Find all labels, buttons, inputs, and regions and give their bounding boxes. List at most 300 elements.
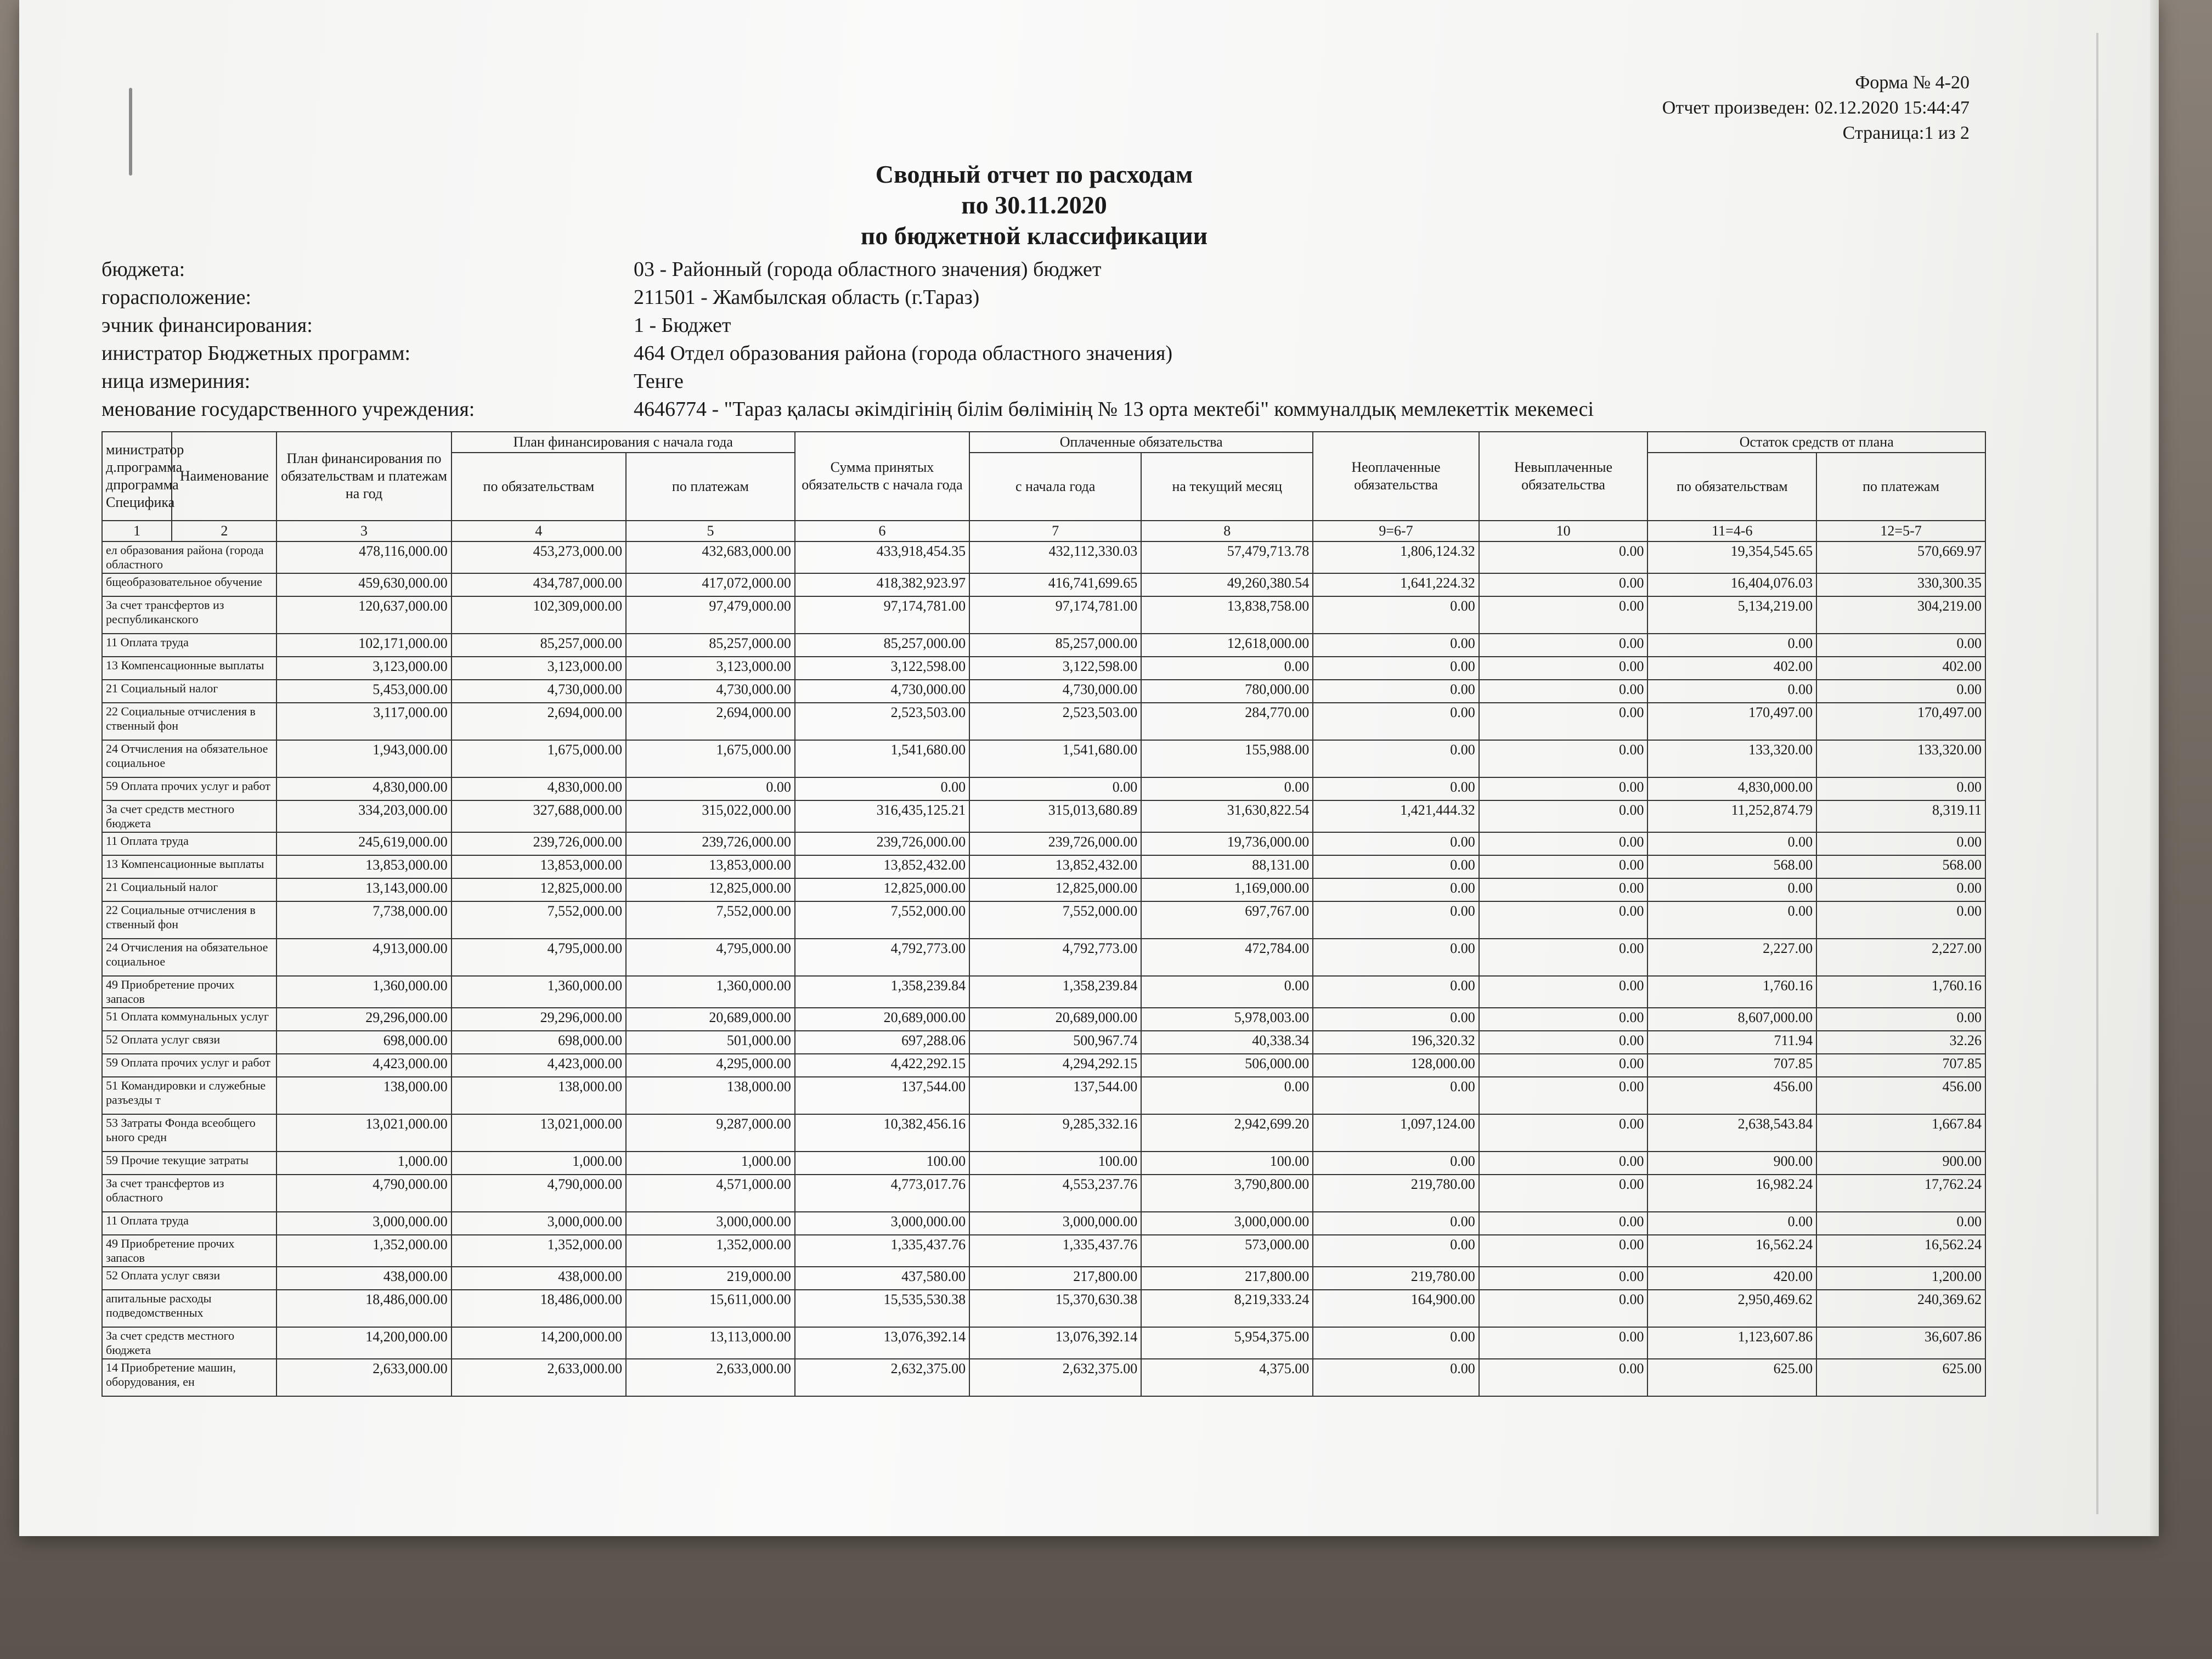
value-cell: 315,013,680.89 (969, 800, 1141, 832)
value-cell: 1,675,000.00 (626, 740, 795, 777)
value-cell: 438,000.00 (276, 1267, 451, 1290)
value-cell: 4,295,000.00 (626, 1054, 795, 1077)
row-name-cell: 49 Приобретение прочих запасов (102, 1235, 276, 1267)
value-cell: 284,770.00 (1141, 703, 1313, 740)
row-name-cell: 59 Прочие текущие затраты (102, 1152, 276, 1175)
value-cell: 170,497.00 (1816, 703, 1985, 740)
col-plan-oblig-header: по обязательствам (452, 453, 626, 521)
info-value: Тенге (634, 370, 684, 393)
value-cell: 1,806,124.32 (1313, 541, 1479, 573)
value-cell: 500,967.74 (969, 1031, 1141, 1054)
value-cell: 20,689,000.00 (626, 1008, 795, 1031)
info-label: менование государственного учреждения: (101, 398, 475, 421)
value-cell: 3,122,598.00 (969, 657, 1141, 680)
value-cell: 2,227.00 (1816, 939, 1985, 976)
value-cell: 4,830,000.00 (276, 777, 451, 800)
value-cell: 97,174,781.00 (795, 596, 969, 634)
value-cell: 0.00 (1313, 1235, 1479, 1267)
value-cell: 0.00 (1479, 740, 1648, 777)
value-cell: 1,675,000.00 (452, 740, 626, 777)
row-name-cell: 11 Оплата труда (102, 1212, 276, 1235)
value-cell: 0.00 (1141, 1077, 1313, 1114)
row-name-cell: 51 Оплата коммунальных услуг (102, 1008, 276, 1031)
value-cell: 0.00 (1313, 1077, 1479, 1114)
value-cell: 3,000,000.00 (969, 1212, 1141, 1235)
value-cell: 0.00 (1479, 1031, 1648, 1054)
value-cell: 327,688,000.00 (452, 800, 626, 832)
value-cell: 0.00 (1479, 976, 1648, 1008)
value-cell: 5,453,000.00 (276, 680, 451, 703)
value-cell: 17,762.24 (1816, 1175, 1985, 1212)
value-cell: 13,143,000.00 (276, 878, 451, 901)
value-cell: 0.00 (1479, 703, 1648, 740)
value-cell: 417,072,000.00 (626, 573, 795, 596)
value-cell: 0.00 (1479, 1077, 1648, 1114)
value-cell: 4,422,292.15 (795, 1054, 969, 1077)
value-cell: 11,252,874.79 (1647, 800, 1816, 832)
info-row (101, 312, 1594, 340)
value-cell: 4,830,000.00 (452, 777, 626, 800)
value-cell: 0.00 (1313, 634, 1479, 657)
value-cell: 196,320.32 (1313, 1031, 1479, 1054)
value-cell: 330,300.35 (1816, 573, 1985, 596)
value-cell: 13,853,000.00 (626, 855, 795, 878)
value-cell: 0.00 (1313, 832, 1479, 855)
row-name-cell: бщеобразовательное обучение (102, 573, 276, 596)
page-number: Страница:1 из 2 (1842, 123, 1970, 143)
value-cell: 0.00 (1816, 832, 1985, 855)
value-cell: 97,174,781.00 (969, 596, 1141, 634)
value-cell: 456.00 (1647, 1077, 1816, 1114)
value-cell: 7,552,000.00 (969, 901, 1141, 939)
value-cell: 13,021,000.00 (276, 1114, 451, 1152)
value-cell: 0.00 (1479, 878, 1648, 901)
value-cell: 239,726,000.00 (795, 832, 969, 855)
value-cell: 0.00 (1816, 878, 1985, 901)
value-cell: 0.00 (1313, 976, 1479, 1008)
value-cell: 1,421,444.32 (1313, 800, 1479, 832)
value-cell: 5,134,219.00 (1647, 596, 1816, 634)
value-cell: 4,375.00 (1141, 1359, 1313, 1396)
value-cell: 900.00 (1647, 1152, 1816, 1175)
value-cell: 20,689,000.00 (969, 1008, 1141, 1031)
value-cell: 19,354,545.65 (1647, 541, 1816, 573)
value-cell: 7,552,000.00 (795, 901, 969, 939)
value-cell: 138,000.00 (452, 1077, 626, 1114)
table-row (102, 1290, 1985, 1327)
value-cell: 432,683,000.00 (626, 541, 795, 573)
value-cell: 0.00 (1479, 657, 1648, 680)
value-cell: 0.00 (1479, 939, 1648, 976)
value-cell: 573,000.00 (1141, 1235, 1313, 1267)
value-cell: 0.00 (1479, 777, 1648, 800)
value-cell: 36,607.86 (1816, 1327, 1985, 1359)
row-name-cell: 51 Командировки и служебные разъезды т (102, 1077, 276, 1114)
col-plan-pay-header: по платежам (626, 453, 795, 521)
value-cell: 1,335,437.76 (795, 1235, 969, 1267)
info-value: 03 - Районный (города областного значения) бюджет (634, 258, 1102, 281)
value-cell: 8,607,000.00 (1647, 1008, 1816, 1031)
value-cell: 304,219.00 (1816, 596, 1985, 634)
value-cell: 2,633,000.00 (452, 1359, 626, 1396)
value-cell: 1,097,124.00 (1313, 1114, 1479, 1152)
row-name-cell: 22 Социальные отчисления в ственный фон (102, 703, 276, 740)
value-cell: 13,076,392.14 (969, 1327, 1141, 1359)
col-rem-pay-header: по платежам (1816, 453, 1985, 521)
col-name-header: Наименование (172, 432, 276, 521)
value-cell: 0.00 (1647, 634, 1816, 657)
col-accepted-header: Сумма принятых обязательств с начала года (795, 432, 969, 521)
value-cell: 1,200.00 (1816, 1267, 1985, 1290)
value-cell: 0.00 (1141, 657, 1313, 680)
table-row (102, 878, 1985, 901)
title-line-2: по 30.11.2020 (961, 191, 1107, 219)
value-cell: 9,287,000.00 (626, 1114, 795, 1152)
value-cell: 0.00 (1479, 901, 1648, 939)
value-cell: 12,825,000.00 (969, 878, 1141, 901)
row-name-cell: За счет трансфертов из республиканского (102, 596, 276, 634)
value-cell: 219,780.00 (1313, 1175, 1479, 1212)
value-cell: 2,523,503.00 (969, 703, 1141, 740)
value-cell: 0.00 (1479, 1114, 1648, 1152)
value-cell: 506,000.00 (1141, 1054, 1313, 1077)
value-cell: 13,853,000.00 (276, 855, 451, 878)
table-row (102, 1077, 1985, 1114)
value-cell: 0.00 (1816, 1212, 1985, 1235)
table-row (102, 777, 1985, 800)
value-cell: 12,618,000.00 (1141, 634, 1313, 657)
value-cell: 570,669.97 (1816, 541, 1985, 573)
row-name-cell: 13 Компенсационные выплаты (102, 657, 276, 680)
info-row (101, 396, 1594, 424)
value-cell: 0.00 (1141, 976, 1313, 1008)
value-cell: 29,296,000.00 (452, 1008, 626, 1031)
value-cell: 219,780.00 (1313, 1267, 1479, 1290)
row-name-cell: За счет трансфертов из областного (102, 1175, 276, 1212)
value-cell: 707.85 (1816, 1054, 1985, 1077)
column-number: 2 (172, 521, 276, 541)
info-row (101, 256, 1594, 284)
row-name-cell: 24 Отчисления на обязательное социальное (102, 939, 276, 976)
value-cell: 0.00 (1479, 1235, 1648, 1267)
value-cell: 1,760.16 (1816, 976, 1985, 1008)
value-cell: 0.00 (1313, 878, 1479, 901)
value-cell: 0.00 (1479, 800, 1648, 832)
table-row (102, 1054, 1985, 1077)
value-cell: 138,000.00 (626, 1077, 795, 1114)
value-cell: 1,000.00 (626, 1152, 795, 1175)
table-row (102, 1327, 1985, 1359)
value-cell: 0.00 (1479, 1152, 1648, 1175)
value-cell: 4,423,000.00 (276, 1054, 451, 1077)
value-cell: 478,116,000.00 (276, 541, 451, 573)
info-label: ница измериния: (101, 370, 251, 393)
value-cell: 0.00 (1479, 1175, 1648, 1212)
value-cell: 697,288.06 (795, 1031, 969, 1054)
value-cell: 1,943,000.00 (276, 740, 451, 777)
value-cell: 438,000.00 (452, 1267, 626, 1290)
value-cell: 137,544.00 (969, 1077, 1141, 1114)
column-number: 10 (1479, 521, 1648, 541)
value-cell: 0.00 (1816, 777, 1985, 800)
value-cell: 100.00 (969, 1152, 1141, 1175)
value-cell: 900.00 (1816, 1152, 1985, 1175)
table-row (102, 832, 1985, 855)
value-cell: 2,633,000.00 (626, 1359, 795, 1396)
info-label: эчник финансирования: (101, 314, 313, 337)
value-cell: 245,619,000.00 (276, 832, 451, 855)
table-row (102, 1152, 1985, 1175)
value-cell: 0.00 (1313, 901, 1479, 939)
value-cell: 1,760.16 (1647, 976, 1816, 1008)
table-row (102, 1235, 1985, 1267)
value-cell: 0.00 (1816, 1008, 1985, 1031)
value-cell: 12,825,000.00 (452, 878, 626, 901)
value-cell: 437,580.00 (795, 1267, 969, 1290)
expense-table (101, 431, 1986, 1397)
value-cell: 32.26 (1816, 1031, 1985, 1054)
value-cell: 0.00 (1816, 634, 1985, 657)
value-cell: 40,338.34 (1141, 1031, 1313, 1054)
value-cell: 7,552,000.00 (452, 901, 626, 939)
value-cell: 18,486,000.00 (276, 1290, 451, 1327)
value-cell: 0.00 (1479, 1008, 1648, 1031)
info-value: 1 - Бюджет (634, 314, 731, 337)
value-cell: 4,792,773.00 (795, 939, 969, 976)
value-cell: 3,117,000.00 (276, 703, 451, 740)
value-cell: 100.00 (795, 1152, 969, 1175)
column-number: 12=5-7 (1816, 521, 1985, 541)
value-cell: 100.00 (1141, 1152, 1313, 1175)
col-plan-start-header: План финансирования с начала года (452, 432, 795, 453)
col-rem-oblig-header: по обязательствам (1647, 453, 1816, 521)
value-cell: 155,988.00 (1141, 740, 1313, 777)
value-cell: 4,571,000.00 (626, 1175, 795, 1212)
value-cell: 3,000,000.00 (452, 1212, 626, 1235)
col-remain-header: Остаток средств от плана (1647, 432, 1985, 453)
table-row (102, 800, 1985, 832)
value-cell: 2,694,000.00 (452, 703, 626, 740)
value-cell: 13,076,392.14 (795, 1327, 969, 1359)
value-cell: 4,792,773.00 (969, 939, 1141, 976)
value-cell: 7,552,000.00 (626, 901, 795, 939)
value-cell: 4,790,000.00 (276, 1175, 451, 1212)
value-cell: 85,257,000.00 (452, 634, 626, 657)
row-name-cell: 53 Затраты Фонда всеобщего ьного средн (102, 1114, 276, 1152)
value-cell: 0.00 (1479, 1212, 1648, 1235)
value-cell: 0.00 (969, 777, 1141, 800)
value-cell: 4,730,000.00 (969, 680, 1141, 703)
value-cell: 0.00 (1816, 901, 1985, 939)
table-row (102, 703, 1985, 740)
value-cell: 4,795,000.00 (626, 939, 795, 976)
table-row (102, 976, 1985, 1008)
row-name-cell: 13 Компенсационные выплаты (102, 855, 276, 878)
column-number: 4 (452, 521, 626, 541)
report-info (101, 256, 1594, 424)
info-value: 464 Отдел образования района (города областного значения) (634, 342, 1173, 365)
value-cell: 4,795,000.00 (452, 939, 626, 976)
value-cell: 0.00 (1647, 832, 1816, 855)
value-cell: 133,320.00 (1647, 740, 1816, 777)
row-name-cell: 59 Оплата прочих услуг и работ (102, 777, 276, 800)
value-cell: 1,358,239.84 (969, 976, 1141, 1008)
value-cell: 456.00 (1816, 1077, 1985, 1114)
value-cell: 13,852,432.00 (795, 855, 969, 878)
value-cell: 501,000.00 (626, 1031, 795, 1054)
value-cell: 3,123,000.00 (452, 657, 626, 680)
value-cell: 13,838,758.00 (1141, 596, 1313, 634)
value-cell: 315,022,000.00 (626, 800, 795, 832)
row-name-cell: 21 Социальный налог (102, 680, 276, 703)
value-cell: 1,358,239.84 (795, 976, 969, 1008)
value-cell: 0.00 (1479, 541, 1648, 573)
value-cell: 1,169,000.00 (1141, 878, 1313, 901)
value-cell: 0.00 (1313, 657, 1479, 680)
row-name-cell: 11 Оплата труда (102, 832, 276, 855)
value-cell: 3,790,800.00 (1141, 1175, 1313, 1212)
form-number: Форма № 4-20 (1855, 72, 1970, 93)
column-number: 3 (276, 521, 451, 541)
row-name-cell: апитальные расходы подведомственных (102, 1290, 276, 1327)
col-plan-year-header: План финансирования по обязательствам и платежам на год (276, 432, 451, 521)
value-cell: 1,000.00 (452, 1152, 626, 1175)
value-cell: 217,800.00 (1141, 1267, 1313, 1290)
value-cell: 1,352,000.00 (626, 1235, 795, 1267)
value-cell: 31,630,822.54 (1141, 800, 1313, 832)
value-cell: 13,853,000.00 (452, 855, 626, 878)
value-cell: 239,726,000.00 (452, 832, 626, 855)
value-cell: 18,486,000.00 (452, 1290, 626, 1327)
row-name-cell: 21 Социальный налог (102, 878, 276, 901)
value-cell: 1,360,000.00 (452, 976, 626, 1008)
row-name-cell: 11 Оплата труда (102, 634, 276, 657)
value-cell: 0.00 (1313, 855, 1479, 878)
value-cell: 4,730,000.00 (795, 680, 969, 703)
row-name-cell: 52 Оплата услуг связи (102, 1031, 276, 1054)
value-cell: 9,285,332.16 (969, 1114, 1141, 1152)
value-cell: 0.00 (1647, 901, 1816, 939)
value-cell: 402.00 (1647, 657, 1816, 680)
info-row (101, 284, 1594, 312)
value-cell: 0.00 (1479, 596, 1648, 634)
value-cell: 1,352,000.00 (452, 1235, 626, 1267)
value-cell: 3,000,000.00 (795, 1212, 969, 1235)
value-cell: 2,950,469.62 (1647, 1290, 1816, 1327)
row-name-cell: За счет средств местного бюджета (102, 800, 276, 832)
value-cell: 0.00 (1479, 680, 1648, 703)
value-cell: 0.00 (1313, 1212, 1479, 1235)
value-cell: 7,738,000.00 (276, 901, 451, 939)
value-cell: 4,553,237.76 (969, 1175, 1141, 1212)
value-cell: 2,638,543.84 (1647, 1114, 1816, 1152)
info-value: 4646774 - "Тараз қаласы әкімдігінің білім бөлімінің № 13 орта мектебі" коммуналдық мемлекеттік мекемесі (634, 398, 1594, 421)
value-cell: 697,767.00 (1141, 901, 1313, 939)
value-cell: 138,000.00 (276, 1077, 451, 1114)
value-cell: 239,726,000.00 (969, 832, 1141, 855)
value-cell: 4,830,000.00 (1647, 777, 1816, 800)
info-value: 211501 - Жамбылская область (г.Тараз) (634, 286, 980, 309)
value-cell: 12,825,000.00 (626, 878, 795, 901)
value-cell: 4,423,000.00 (452, 1054, 626, 1077)
value-cell: 1,360,000.00 (626, 976, 795, 1008)
value-cell: 0.00 (1479, 1327, 1648, 1359)
report-page (19, 0, 2159, 1536)
column-number: 11=4-6 (1647, 521, 1816, 541)
value-cell: 20,689,000.00 (795, 1008, 969, 1031)
value-cell: 0.00 (1313, 1359, 1479, 1396)
value-cell: 568.00 (1647, 855, 1816, 878)
value-cell: 3,000,000.00 (626, 1212, 795, 1235)
value-cell: 625.00 (1816, 1359, 1985, 1396)
value-cell: 0.00 (1479, 832, 1648, 855)
value-cell: 10,382,456.16 (795, 1114, 969, 1152)
value-cell: 15,611,000.00 (626, 1290, 795, 1327)
value-cell: 0.00 (1647, 680, 1816, 703)
value-cell: 0.00 (1479, 1290, 1648, 1327)
value-cell: 2,633,000.00 (276, 1359, 451, 1396)
row-name-cell: 52 Оплата услуг связи (102, 1267, 276, 1290)
column-number: 1 (102, 521, 172, 541)
value-cell: 334,203,000.00 (276, 800, 451, 832)
value-cell: 88,131.00 (1141, 855, 1313, 878)
value-cell: 16,562.24 (1647, 1235, 1816, 1267)
row-name-cell: 14 Приобретение машин, оборудования, ен (102, 1359, 276, 1396)
value-cell: 459,630,000.00 (276, 573, 451, 596)
value-cell: 0.00 (1479, 1267, 1648, 1290)
report-title (678, 159, 1391, 251)
value-cell: 14,200,000.00 (452, 1327, 626, 1359)
value-cell: 0.00 (1479, 573, 1648, 596)
staple-mark (129, 88, 132, 176)
table-row (102, 1212, 1985, 1235)
value-cell: 780,000.00 (1141, 680, 1313, 703)
value-cell: 707.85 (1647, 1054, 1816, 1077)
value-cell: 1,000.00 (276, 1152, 451, 1175)
value-cell: 4,294,292.15 (969, 1054, 1141, 1077)
value-cell: 85,257,000.00 (969, 634, 1141, 657)
row-name-cell: ел образования района (города областного (102, 541, 276, 573)
value-cell: 1,360,000.00 (276, 976, 451, 1008)
value-cell: 5,954,375.00 (1141, 1327, 1313, 1359)
value-cell: 0.00 (795, 777, 969, 800)
col-paid-start-header: с начала года (969, 453, 1141, 521)
value-cell: 137,544.00 (795, 1077, 969, 1114)
value-cell: 128,000.00 (1313, 1054, 1479, 1077)
value-cell: 0.00 (1479, 1359, 1648, 1396)
value-cell: 4,773,017.76 (795, 1175, 969, 1212)
value-cell: 2,632,375.00 (969, 1359, 1141, 1396)
value-cell: 57,479,713.78 (1141, 541, 1313, 573)
value-cell: 0.00 (1479, 855, 1648, 878)
value-cell: 15,535,530.38 (795, 1290, 969, 1327)
col-paid-month-header: на текущий месяц (1141, 453, 1313, 521)
value-cell: 5,978,003.00 (1141, 1008, 1313, 1031)
value-cell: 170,497.00 (1647, 703, 1816, 740)
value-cell: 49,260,380.54 (1141, 573, 1313, 596)
value-cell: 472,784.00 (1141, 939, 1313, 976)
value-cell: 13,113,000.00 (626, 1327, 795, 1359)
value-cell: 711.94 (1647, 1031, 1816, 1054)
value-cell: 0.00 (1313, 777, 1479, 800)
value-cell: 19,736,000.00 (1141, 832, 1313, 855)
value-cell: 85,257,000.00 (626, 634, 795, 657)
page-fold-line (2096, 33, 2098, 1514)
value-cell: 0.00 (1313, 740, 1479, 777)
value-cell: 102,171,000.00 (276, 634, 451, 657)
table-body (102, 541, 1985, 1396)
value-cell: 4,730,000.00 (626, 680, 795, 703)
